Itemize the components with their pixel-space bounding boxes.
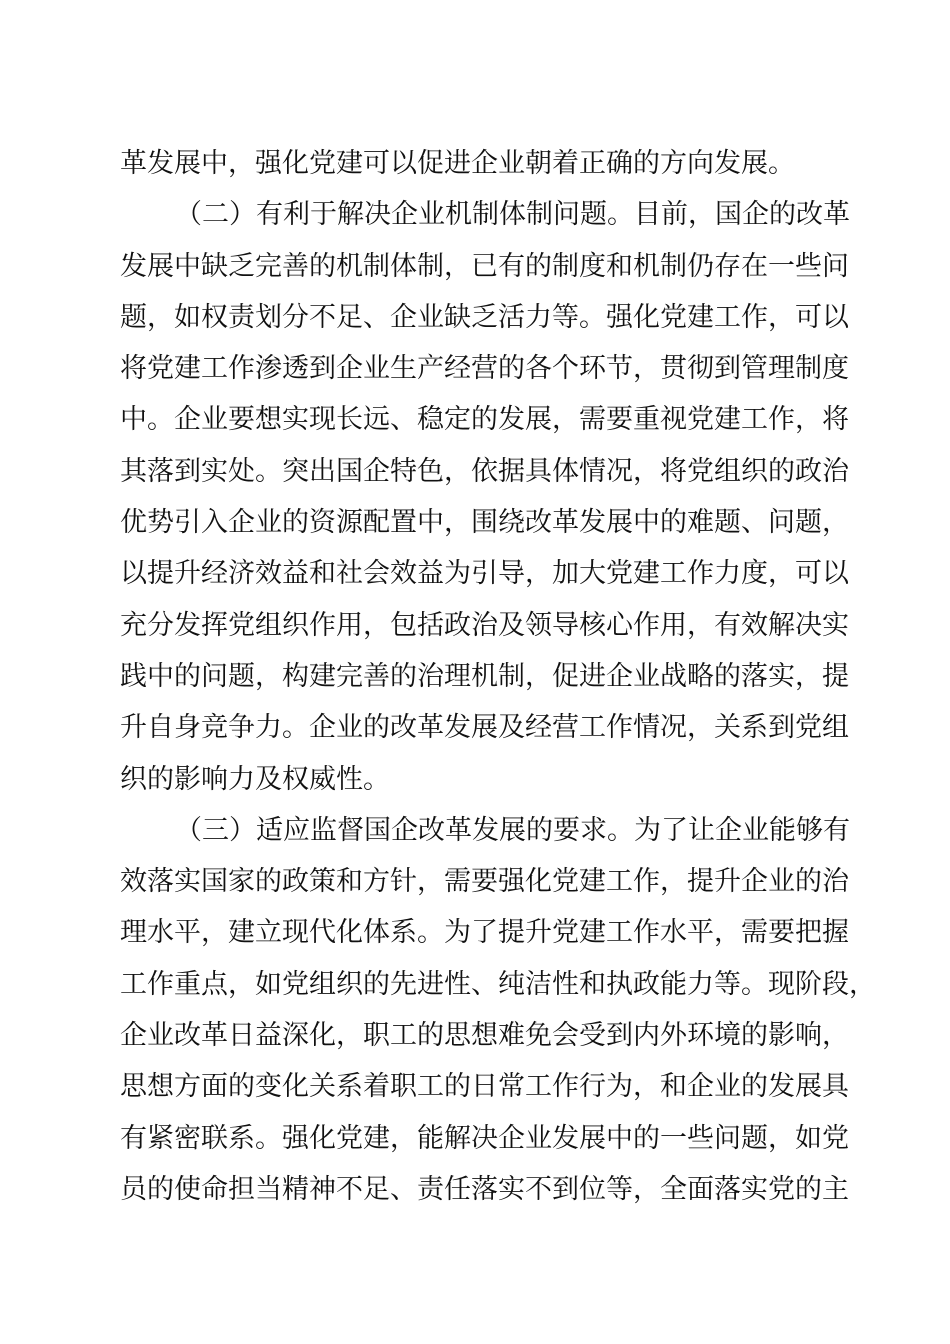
text-line: 员的使命担当精神不足、责任落实不到位等，全面落实党的主	[120, 1173, 849, 1205]
section-heading-line: （二）有利于解决企业机制体制问题。目前，国企的改革	[175, 199, 850, 231]
text-line: 发展中缺乏完善的机制体制，已有的制度和机制仍存在一些问	[120, 250, 849, 282]
text-line: 有紧密联系。强化党建，能解决企业发展中的一些问题，如党	[120, 1122, 849, 1154]
text-line: 将党建工作渗透到企业生产经营的各个环节，贯彻到管理制度	[120, 353, 849, 385]
text-line: 践中的问题，构建完善的治理机制，促进企业战略的落实，提	[120, 660, 849, 692]
text-line: 中。企业要想实现长远、稳定的发展，需要重视党建工作，将	[120, 404, 849, 436]
text-line: 思想方面的变化关系着职工的日常工作行为，和企业的发展具	[120, 1071, 849, 1103]
text-line: 题，如权责划分不足、企业缺乏活力等。强化党建工作，可以	[120, 301, 849, 333]
section-heading-line: （三）适应监督国企改革发展的要求。为了让企业能够有	[175, 814, 850, 846]
text-line: 工作重点，如党组织的先进性、纯洁性和执政能力等。现阶段，	[120, 968, 876, 1000]
text-line: 织的影响力及权威性。	[120, 763, 390, 795]
body-text	[120, 138, 876, 1215]
text-line: 其落到实处。突出国企特色，依据具体情况，将党组织的政治	[120, 455, 849, 487]
text-line: 充分发挥党组织作用，包括政治及领导核心作用，有效解决实	[120, 609, 849, 641]
text-line: 以提升经济效益和社会效益为引导，加大党建工作力度，可以	[120, 558, 849, 590]
text-line: 理水平，建立现代化体系。为了提升党建工作水平，需要把握	[120, 917, 849, 949]
text-line: 企业改革日益深化，职工的思想难免会受到内外环境的影响，	[120, 1020, 849, 1052]
text-line: 革发展中，强化党建可以促进企业朝着正确的方向发展。	[120, 148, 795, 179]
text-line: 优势引入企业的资源配置中，围绕改革发展中的难题、问题，	[120, 507, 849, 539]
text-line: 升自身竞争力。企业的改革发展及经营工作情况，关系到党组	[120, 712, 849, 744]
text-line: 效落实国家的政策和方针，需要强化党建工作，提升企业的治	[120, 866, 849, 898]
